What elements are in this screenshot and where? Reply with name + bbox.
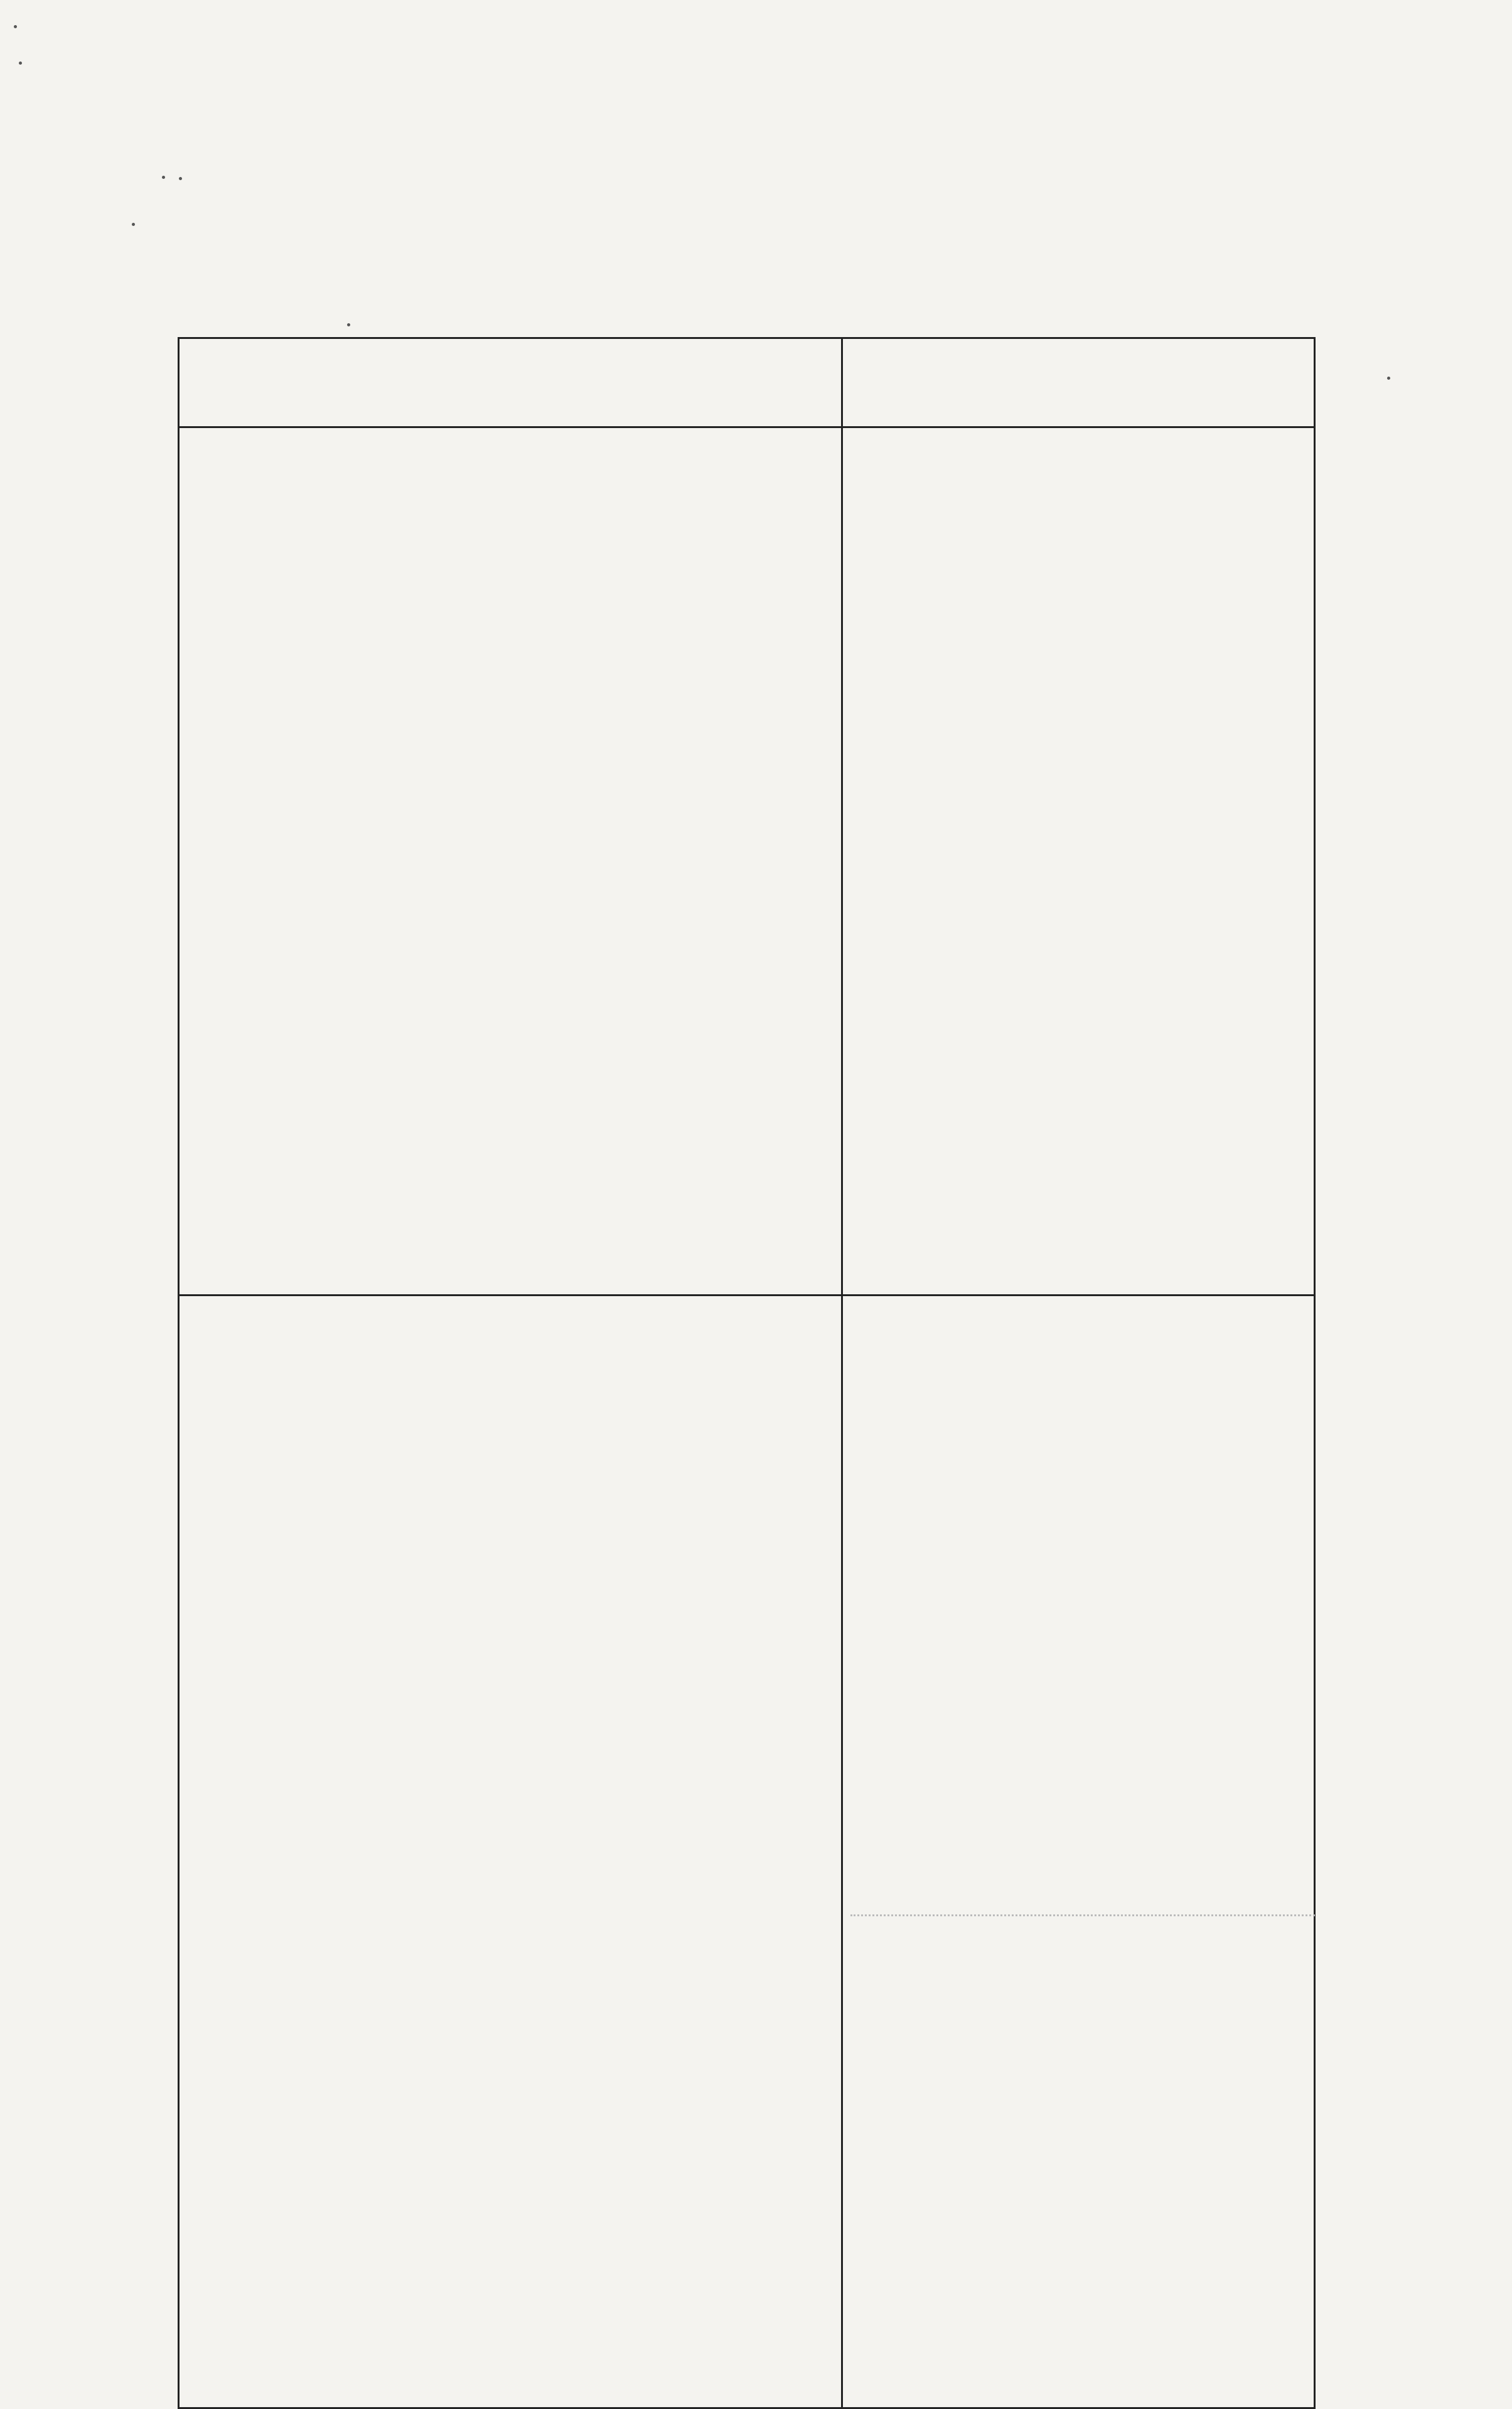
scan-artifact-line bbox=[850, 1914, 1315, 1916]
table-row bbox=[179, 427, 1315, 1296]
scan-speck bbox=[162, 176, 165, 179]
header-order bbox=[842, 338, 1315, 427]
scan-speck bbox=[179, 177, 182, 180]
scan-speck bbox=[1387, 377, 1390, 380]
scan-speck bbox=[14, 25, 17, 28]
table-header-row bbox=[179, 338, 1315, 427]
minutes-table bbox=[178, 337, 1316, 2409]
table-row bbox=[179, 1296, 1315, 2408]
scan-speck bbox=[132, 223, 135, 226]
scan-speck bbox=[19, 62, 22, 65]
header-detail bbox=[179, 338, 842, 427]
scan-speck bbox=[347, 323, 350, 326]
order-cell bbox=[842, 1296, 1315, 2408]
order-cell bbox=[842, 427, 1315, 1296]
detail-cell bbox=[179, 1296, 842, 2408]
detail-cell bbox=[179, 427, 842, 1296]
